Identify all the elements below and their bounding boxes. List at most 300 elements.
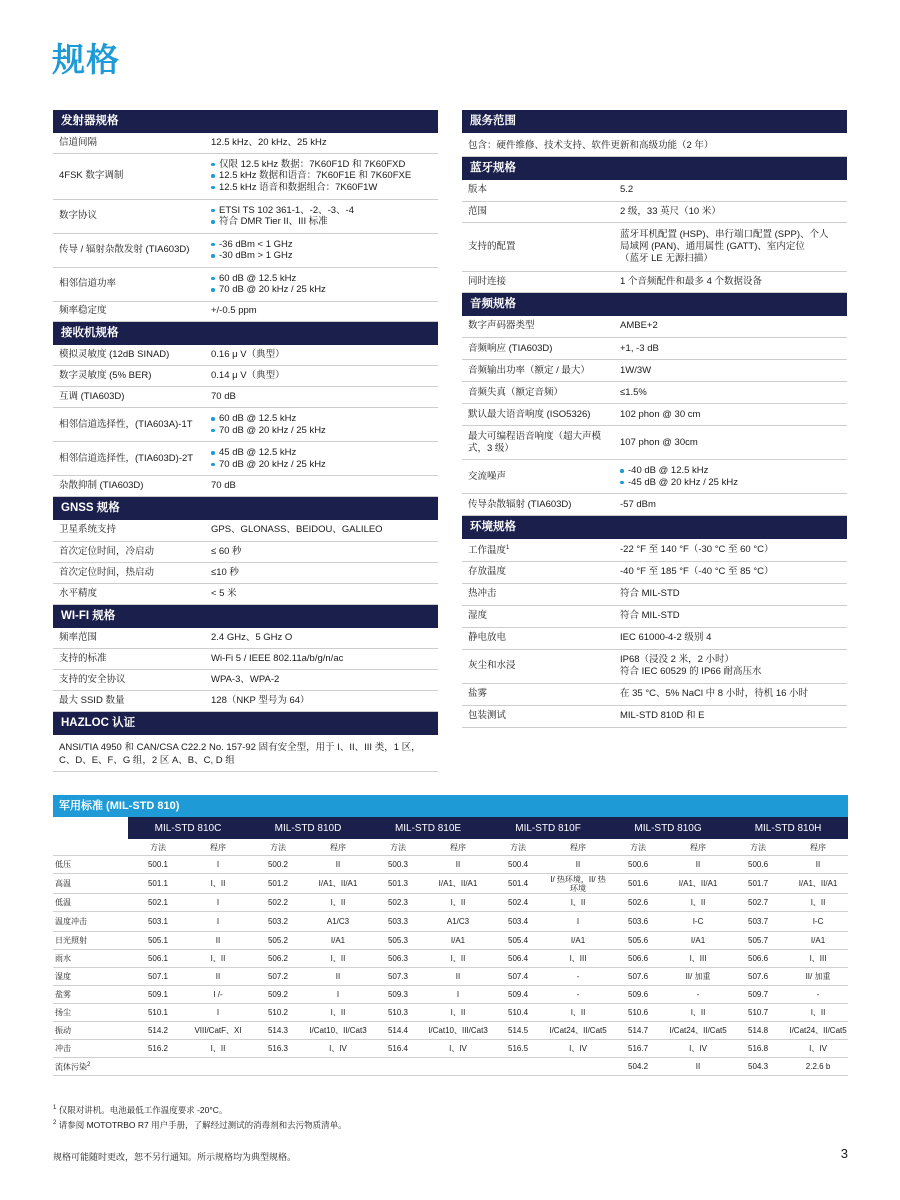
spec-row [53,199,438,233]
spec-row [53,133,438,153]
spec-value-line: 1W/3W [620,364,652,376]
mil-cell: 509.2 [248,986,308,1004]
spec-label-text: 音频响应 (TIA603D) [468,342,553,354]
spec-row [462,316,847,338]
spec-label [462,494,614,516]
mil-row-label [53,1058,128,1076]
mil-cell: 501.6 [608,874,668,894]
bullet-item: 70 dB @ 20 kHz / 25 kHz [211,284,432,296]
mil-cell: I/ 热环境，II/ 热环境 [548,874,608,894]
spec-row [53,442,438,476]
mil-row [53,1022,848,1040]
spec-value-line: AMBE+2 [620,320,658,332]
spec-label [53,649,205,670]
spec-value-line: < 5 米 [211,587,237,599]
bullet-list [211,159,432,194]
procedure-label: 程序 [308,839,368,856]
mil-cell: 500.6 [728,856,788,874]
spec-label [462,627,614,649]
mil-cell: 503.1 [128,912,188,932]
spec-value [614,683,847,705]
mil-cell: I/Cat10、II/Cat3 [308,1022,368,1040]
mil-cell: I [548,912,608,932]
mil-row [53,1040,848,1058]
mil-cell: 509.4 [488,986,548,1004]
mil-cell: II [668,856,728,874]
mil-cell: I/A1 [308,932,368,950]
spec-value-line: 5.2 [620,184,634,196]
mil-row [53,894,848,912]
spec-label [53,267,205,301]
right-spec-column [462,110,847,728]
spec-row [462,705,847,727]
spec-label [53,133,205,153]
method-label: 方法 [368,839,428,856]
mil-cell [428,1058,488,1076]
mil-cell: I、IV [548,1040,608,1058]
mil-cell: 502.7 [728,894,788,912]
spec-label [462,460,614,494]
spec-label-text: 同时连接 [468,275,507,287]
mil-cell: II [668,1058,728,1076]
mil-cell: - [668,986,728,1004]
bullet-list [211,447,432,470]
spec-label-text: 水平精度 [59,587,98,599]
spec-label-text: 卫星系统支持 [59,524,117,536]
spec-value-line: 102 phon @ 30 cm [620,408,701,420]
mil-cell: I [308,986,368,1004]
mil-cell: I /- [188,986,248,1004]
spec-value-line: 局域网 (PAN)、通用属性 (GATT)、室内定位 [620,240,805,252]
mil-std-name: MIL-STD 810F [488,817,608,839]
footnote-mark: 1 [506,545,510,552]
spec-row [53,541,438,562]
spec-label [462,404,614,426]
mil-row-label [53,874,128,894]
mil-cell: 501.2 [248,874,308,894]
section-header: 发射器规格 [53,110,438,133]
spec-value-line: +1, -3 dB [620,342,659,354]
spec-label-text: 频率稳定度 [59,305,107,316]
mil-cell [248,1058,308,1076]
mil-cell: 500.6 [608,856,668,874]
section-note: ANSI/TIA 4950 和 CAN/CSA C22.2 No. 157-92 固有安全型，用于 I、II、III 类，1 区，C、D、E、F、G 组，2 区 A、B、C, D 组 [53,735,438,772]
spec-value [614,605,847,627]
spec-label-text: 最大可编程语音响度（超大声模式，3 级） [468,430,602,454]
mil-cell: I/Cat24、II/Cat5 [788,1022,848,1040]
spec-row [462,180,847,201]
bullet-item: 60 dB @ 12.5 kHz [211,413,432,425]
mil-cell: 516.7 [608,1040,668,1058]
mil-cell: 516.2 [128,1040,188,1058]
bullet-item: 70 dB @ 20 kHz / 25 kHz [211,425,432,437]
mil-row-label [53,856,128,874]
spec-label-text: 数字声码器类型 [468,320,535,332]
mil-cell: A1/C3 [308,912,368,932]
spec-value-line: ≤10 秒 [211,566,239,578]
spec-value-line: 0.14 μ V（典型） [211,370,285,381]
bullet-list [211,273,432,296]
spec-value-line: 107 phon @ 30cm [620,436,698,448]
mil-cell: I、II [308,950,368,968]
spec-row [462,539,847,561]
mil-cell: I/A1 [548,932,608,950]
spec-label [462,382,614,404]
spec-label-text: 灰尘和水浸 [468,660,516,671]
spec-table [462,316,847,517]
mil-cell: I、II [668,894,728,912]
mil-cell: - [548,968,608,986]
mil-cell: 500.1 [128,856,188,874]
spec-label-text: 传导 / 辐射杂散发射 (TIA603D) [59,244,190,255]
spec-row [462,683,847,705]
spec-label-text: 最大 SSID 数量 [59,695,125,706]
mil-cell: I、IV [788,1040,848,1058]
spec-value [614,360,847,382]
spec-row [462,649,847,683]
mil-cell: 516.8 [728,1040,788,1058]
bullet-item: -45 dB @ 20 kHz / 25 kHz [620,477,841,489]
spec-label [53,408,205,442]
mil-cell: 507.2 [248,968,308,986]
mil-cell: I [188,894,248,912]
mil-cell: 502.3 [368,894,428,912]
spec-row [462,338,847,360]
section-note: 包含：硬件维修、技术支持、软件更新和高级功能（2 年） [462,133,847,157]
spec-row [462,583,847,605]
page-title: 规格 [52,41,120,78]
spec-row [462,494,847,516]
mil-cell: 502.2 [248,894,308,912]
mil-row [53,932,848,950]
mil-cell: 501.1 [128,874,188,894]
mil-cell: 2.2.6 b [788,1058,848,1076]
mil-cell: I/A1 [428,932,488,950]
spec-value-line: IEC 61000-4-2 级别 4 [620,632,712,643]
mil-std-name: MIL-STD 810E [368,817,488,839]
mil-row-label-text: 盐雾 [55,990,71,999]
spec-label-text: 音频输出功率（额定 / 最大） [468,364,590,376]
method-label: 方法 [248,839,308,856]
spec-label-text: 相邻信道功率 [59,278,117,289]
mil-cell: I [188,1004,248,1022]
spec-label-text: 模拟灵敏度 (12dB SINAD) [59,348,170,360]
mil-cell: II [308,968,368,986]
mil-cell: 502.6 [608,894,668,912]
spec-label-text: 数字协议 [59,210,98,221]
bullet-item: 12.5 kHz 数据和语音：7K60F1E 和 7K60FXE [211,170,432,182]
spec-value-line: IP68（浸没 2 米，2 小时） [620,654,735,665]
mil-cell: I、III [668,950,728,968]
mil-row-label-text: 振动 [55,1026,71,1035]
spec-label-text: 音频失真（额定音频） [468,386,564,398]
mil-cell: I/Cat10、III/Cat3 [428,1022,488,1040]
spec-value [205,476,438,497]
mil-cell: II [188,932,248,950]
mil-cell: I、II [188,874,248,894]
spec-row [462,404,847,426]
spec-label [53,366,205,387]
spec-row [53,562,438,583]
mil-cell: I、II [308,894,368,912]
spec-label [462,360,614,382]
mil-subheader-row [53,839,848,856]
spec-row [53,670,438,691]
spec-value [614,460,847,494]
bullet-item: ETSI TS 102 361-1、-2、-3、-4 [211,205,432,217]
mil-cell [548,1058,608,1076]
mil-cell: I/Cat24、II/Cat5 [668,1022,728,1040]
spec-value-line: ≤1.5% [620,386,647,398]
bullet-item: -40 dB @ 12.5 kHz [620,465,841,477]
spec-table [53,628,438,713]
mil-cell: 506.6 [728,950,788,968]
mil-row-label [53,968,128,986]
spec-row [462,605,847,627]
mil-cell: 505.4 [488,932,548,950]
spec-value [205,301,438,321]
mil-cell: I [188,912,248,932]
mil-cell: A1/C3 [428,912,488,932]
footnote-1: $^1$ 仅限对讲机。电池最低工作温度要求 -20°C。 [53,1105,228,1115]
spec-row [462,460,847,494]
spec-row [53,366,438,387]
bullet-list [620,465,841,488]
mil-cell: I、II [428,1004,488,1022]
mil-cell: I、II [188,950,248,968]
spec-value-line: +/-0.5 ppm [211,305,257,316]
mil-cell: 500.4 [488,856,548,874]
spec-value [205,649,438,670]
spec-row [53,387,438,408]
spec-value [614,649,847,683]
spec-label [462,683,614,705]
section-header: 环境规格 [462,516,847,539]
spec-label-text: 杂散抑制 (TIA603D) [59,480,144,491]
spec-label [462,180,614,201]
spec-label [462,201,614,222]
mil-cell: I-C [788,912,848,932]
spec-label-text: 数字灵敏度 (5% BER) [59,370,152,381]
mil-cell: I-C [668,912,728,932]
spec-label-text: 静电放电 [468,632,507,643]
mil-row-label [53,1004,128,1022]
section-header: 音频规格 [462,293,847,316]
spec-label [462,271,614,292]
page-number: 3 [840,1146,848,1161]
spec-label [462,222,614,271]
spec-label-text: 互调 (TIA603D) [59,391,125,402]
mil-cell: 505.2 [248,932,308,950]
mil-cell: 510.7 [728,1004,788,1022]
mil-row [53,1058,848,1076]
mil-corner [53,817,128,839]
spec-value-line: 70 dB [211,480,236,491]
mil-cell: 506.6 [608,950,668,968]
mil-cell: VIII/CatF、XI [188,1022,248,1040]
spec-label [53,345,205,366]
mil-row [53,950,848,968]
spec-value-line: 在 35 °C、5% NaCl 中 8 小时，待机 16 小时 [620,688,809,699]
spec-label-text: 相邻信道选择性，(TIA603A)-1T [59,418,193,430]
spec-table [462,539,847,728]
mil-cell: II/ 加重 [668,968,728,986]
spec-value [205,583,438,604]
spec-table [53,345,438,498]
section-header: 蓝牙规格 [462,157,847,180]
mil-cell: I、II [668,1004,728,1022]
procedure-label: 程序 [668,839,728,856]
mil-cell: I、II [548,894,608,912]
spec-label [462,705,614,727]
mil-cell: 506.2 [248,950,308,968]
mil-cell: 510.6 [608,1004,668,1022]
mil-std-name: MIL-STD 810D [248,817,368,839]
spec-row [53,233,438,267]
mil-row-label-text: 低压 [55,860,71,869]
spec-row [53,345,438,366]
spec-label [53,583,205,604]
mil-row-label-text: 高温 [55,879,71,888]
mil-row-label-text: 流体污染 [55,1062,87,1072]
mil-cell: I、II [188,1040,248,1058]
spec-value-line: MIL-STD 810D 和 E [620,710,705,721]
spec-value-line: -40 °F 至 185 °F（-40 °C 至 85 °C） [620,566,774,577]
spec-value-line: -57 dBm [620,498,656,510]
mil-cell: II [308,856,368,874]
mil-cell: 514.5 [488,1022,548,1040]
mil-cell: 509.3 [368,986,428,1004]
mil-row-label-text: 湿度 [55,972,71,981]
spec-value-line: 符合 MIL-STD [620,610,680,621]
spec-value-line: 2 级，33 英尺（10 米） [620,205,721,217]
mil-cell: 514.4 [368,1022,428,1040]
footnote-mark: 2 [87,1062,91,1069]
mil-row [53,968,848,986]
spec-value [614,426,847,460]
mil-cell: 505.1 [128,932,188,950]
mil-cell: 506.1 [128,950,188,968]
spec-row [53,301,438,321]
mil-cell: 505.6 [608,932,668,950]
mil-row-label [53,1022,128,1040]
mil-cell: 506.4 [488,950,548,968]
bullet-item: 12.5 kHz 语音和数据组合：7K60F1W [211,182,432,194]
mil-row-label-text: 冲击 [55,1044,71,1053]
spec-label [462,539,614,561]
mil-cell: 516.3 [248,1040,308,1058]
mil-row-label-text: 日光照射 [55,936,87,945]
spec-value-line: WPA-3、WPA-2 [211,674,280,685]
mil-cell: 501.4 [488,874,548,894]
spec-value [205,562,438,583]
mil-cell: 507.4 [488,968,548,986]
bullet-item: 符合 DMR Tier II、III 标准 [211,216,432,228]
mil-cell: 502.4 [488,894,548,912]
mil-cell: - [548,986,608,1004]
bullet-item: -36 dBm < 1 GHz [211,239,432,251]
spec-value [614,180,847,201]
mil-row-label-text: 雨水 [55,954,71,963]
procedure-label: 程序 [428,839,488,856]
bullet-item: -30 dBm > 1 GHz [211,250,432,262]
spec-label [53,691,205,712]
mil-row-label-text: 扬尘 [55,1008,71,1017]
spec-label-text: 范围 [468,205,488,217]
spec-row [53,649,438,670]
section-header: 服务范围 [462,110,847,133]
spec-label [53,233,205,267]
method-label: 方法 [728,839,788,856]
spec-value [205,153,438,199]
mil-cell: 509.6 [608,986,668,1004]
spec-label [462,605,614,627]
spec-label-text: 版本 [468,184,488,196]
spec-label [53,541,205,562]
method-label: 方法 [488,839,548,856]
spec-label-text: 频率范围 [59,631,98,643]
mil-cell: 507.6 [728,968,788,986]
spec-row [53,628,438,649]
spec-value [205,408,438,442]
mil-row-label [53,912,128,932]
spec-label [53,387,205,408]
spec-value [614,222,847,271]
mil-cell: 510.4 [488,1004,548,1022]
spec-value [205,387,438,408]
mil-std-name: MIL-STD 810G [608,817,728,839]
mil-cell: 500.2 [248,856,308,874]
spec-table [53,133,438,322]
method-label: 方法 [128,839,188,856]
spec-label-text: 4FSK 数字调制 [59,170,124,181]
mil-std-table [53,817,848,1076]
mil-cell: 507.1 [128,968,188,986]
spec-row [462,360,847,382]
mil-cell: I、IV [428,1040,488,1058]
mil-cell: I/A1、II/A1 [668,874,728,894]
spec-label [53,199,205,233]
mil-cell: I、III [788,950,848,968]
spec-value-line: 12.5 kHz、20 kHz、25 kHz [211,136,327,148]
spec-value-line: ≤ 60 秒 [211,545,242,557]
spec-value [614,404,847,426]
spec-label [462,583,614,605]
spec-label-text: 湿度 [468,610,488,621]
spec-row [462,382,847,404]
spec-label [462,426,614,460]
spec-row [462,426,847,460]
section-header: WI-FI 规格 [53,605,438,628]
mil-cell: I、IV [668,1040,728,1058]
spec-label [462,561,614,583]
mil-cell: 514.7 [608,1022,668,1040]
mil-cell: 501.3 [368,874,428,894]
spec-value [205,233,438,267]
mil-cell: 516.4 [368,1040,428,1058]
spec-value-line: 2.4 GHz、5 GHz O [211,631,293,643]
spec-label-text: 存放温度 [468,566,507,577]
mil-cell: 503.7 [728,912,788,932]
spec-value [614,494,847,516]
mil-cell: 509.7 [728,986,788,1004]
spec-value [614,382,847,404]
spec-label-text: 首次定位时间，冷启动 [59,545,155,557]
spec-label-text: 相邻信道选择性，(TIA603D)-2T [59,452,194,464]
bullet-list [211,239,432,262]
mil-row [53,986,848,1004]
spec-value [205,133,438,153]
